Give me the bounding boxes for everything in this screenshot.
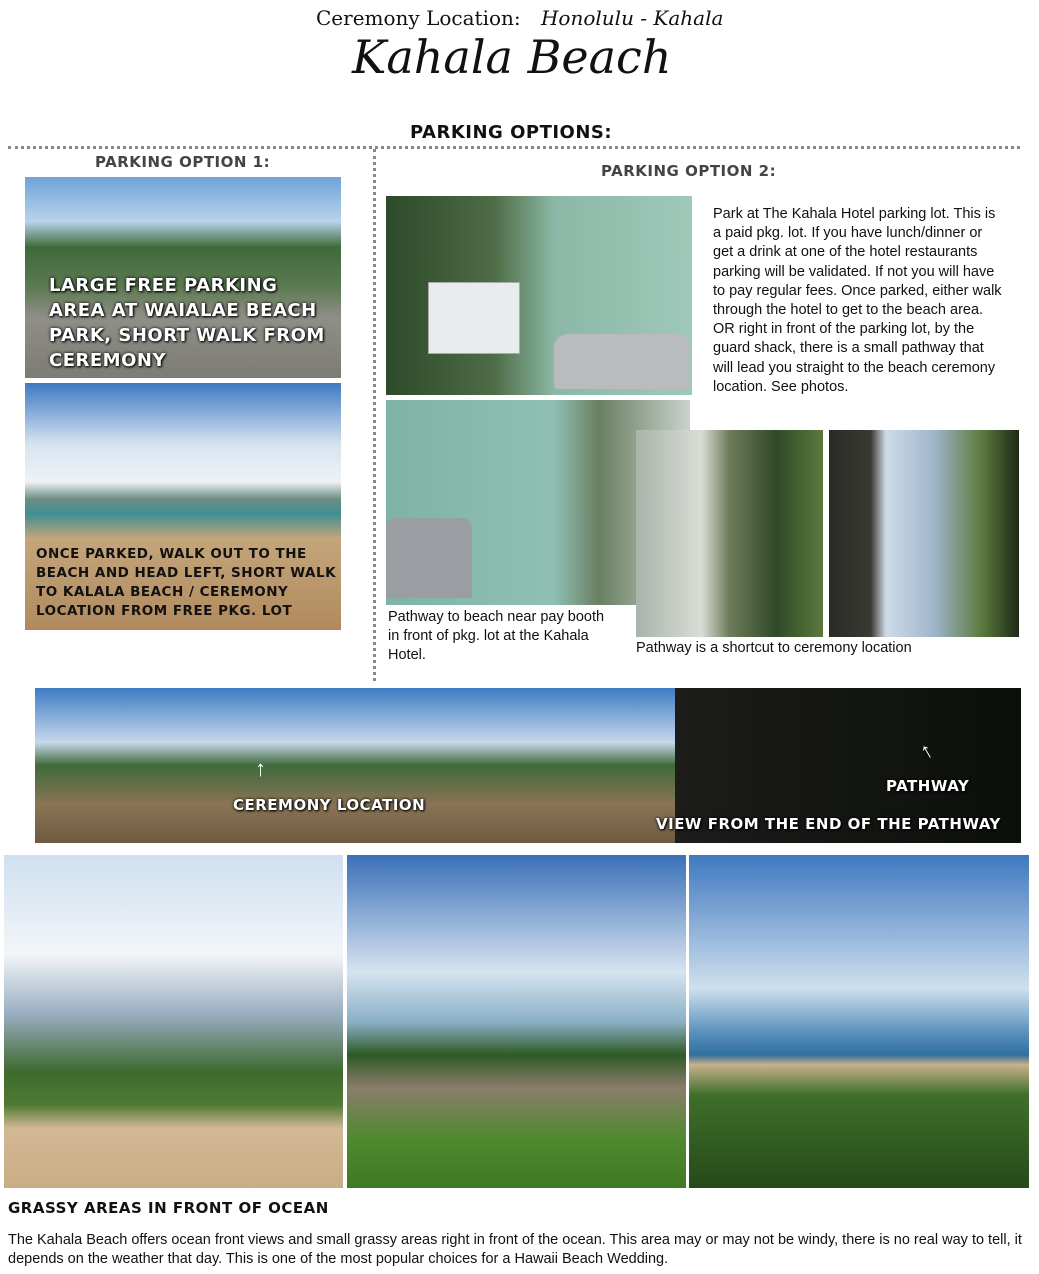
beach-caption: ONCE PARKED, WALK OUT TO THE BEACH AND HEAD LEFT, SHORT WALK TO KALALA BEACH / CEREMONY LOCATION FROM FREE PKG. LOT — [36, 546, 337, 619]
section-title: PARKING OPTIONS: — [410, 122, 613, 143]
car — [554, 334, 690, 389]
location-line — [316, 6, 723, 30]
view-label: VIEW FROM THE END OF THE PATHWAY — [656, 815, 1001, 833]
ceremony-location-label: CEREMONY LOCATION — [233, 796, 426, 814]
guard-shack — [428, 282, 520, 354]
footer-description: The Kahala Beach offers ocean front views and small grassy areas right in front of the ocean. This area may or may not be windy, there is no real way to tell, it depends on the weather that day. This is one of the most popular choices for a Hawaii Beach Wedding. — [8, 1232, 1022, 1268]
option2-heading: PARKING OPTION 2: — [601, 162, 777, 180]
beach-photo — [25, 383, 341, 630]
pathway-caption: Pathway to beach near pay booth in front of pkg. lot at the Kahala Hotel. — [388, 609, 605, 663]
grassy-area-photo-1 — [4, 855, 343, 1188]
parking-lot-caption: LARGE FREE PARKING AREA AT WAIALAE BEACH PARK, SHORT WALK FROM CEREMONY — [49, 275, 325, 371]
parking-lot-photo — [25, 177, 341, 378]
location-label: Ceremony Location: — [316, 6, 521, 30]
shortcut-path-photo — [636, 430, 823, 637]
pathway-label: PATHWAY — [886, 777, 970, 795]
beach-entrance-photo — [829, 430, 1019, 637]
hotel-parking-photo — [386, 196, 692, 395]
panorama-photo — [35, 688, 1021, 843]
car — [386, 518, 472, 598]
option1-heading: PARKING OPTION 1: — [95, 153, 271, 171]
divider — [8, 146, 1020, 149]
grassy-area-photo-2 — [347, 855, 686, 1188]
page-title: Kahala Beach — [352, 30, 672, 84]
divider — [373, 149, 376, 681]
grassy-area-photo-3 — [689, 855, 1029, 1188]
footer-heading: GRASSY AREAS IN FRONT OF OCEAN — [8, 1199, 329, 1217]
shortcut-caption: Pathway is a shortcut to ceremony location — [636, 640, 912, 656]
arrow-icon: ↑ — [915, 736, 938, 765]
arrow-icon: ↑ — [255, 756, 266, 781]
location-value: Honolulu - Kahala — [540, 6, 724, 30]
option2-description: Park at The Kahala Hotel parking lot. This is a paid pkg. lot. If you have lunch/dinner or get a drink at one of the hotel restaurants parking will be validated. If not you will have to pay regular fees. Once parked, either walk through the hotel to get to the beach area. OR right in front of the parking lot, by the guard shack, there is a small pathway that will lead you straight to the beach ceremony location. See photos. — [713, 206, 1002, 395]
